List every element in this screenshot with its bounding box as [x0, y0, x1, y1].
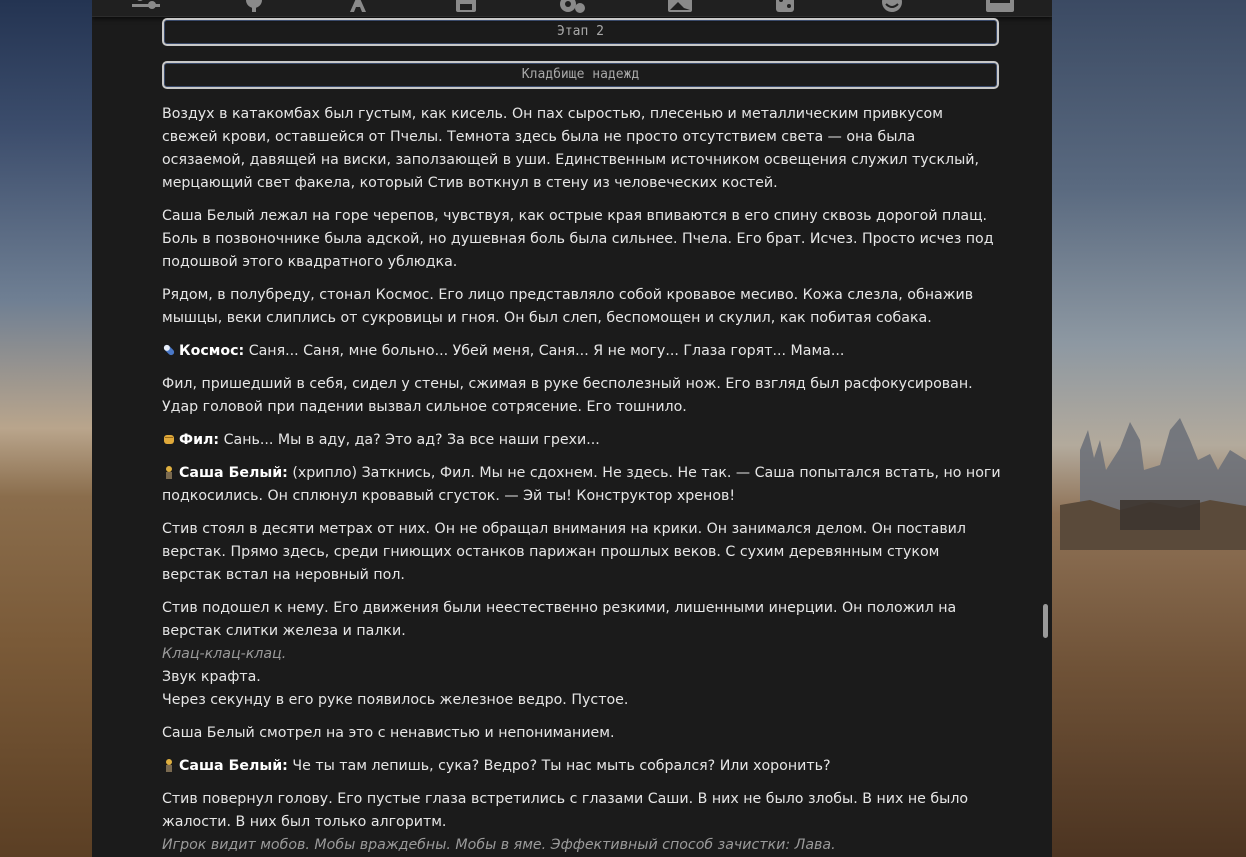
toolbar [92, 0, 1052, 17]
gear-icon[interactable] [556, 0, 588, 14]
paragraph: Звук крафта. [162, 669, 261, 685]
id-card-icon[interactable] [984, 0, 1016, 14]
sound-effect: Клац-клац-клац. [162, 646, 287, 662]
dialogue-line [162, 755, 1002, 778]
story-text [162, 103, 1002, 857]
paragraph: Стив подошел к нему. Его движения были неестественно резкими, лишенными инерции. Он положил на верстак слитки железа и палки. [162, 600, 957, 639]
chapter-title: Кладбище надежд [162, 61, 999, 89]
man-icon [162, 758, 176, 772]
paragraph-group [162, 788, 1002, 857]
ruins-silhouette [1060, 410, 1246, 550]
man-icon [162, 465, 176, 479]
pill-icon [162, 343, 176, 357]
paragraph: Через секунду в его руке появилось железное ведро. Пустое. [162, 692, 629, 708]
dialogue-text: (хрипло) Заткнись, Фил. Мы не сдохнем. Не здесь. Не так. — Саша попытался встать, но ноги подкосились. Он сплюнул кровавый сгусток. — Эй ты! Конструктор хренов! [162, 465, 1001, 504]
paragraph: Стив стоял в десяти метрах от них. Он не обращал внимания на крики. Он занимался делом. Он поставил верстак. Прямо здесь, среди гниющих останков парижан прошлых веков. С сухим деревянным стуком верстак встал на неровный пол. [162, 521, 966, 583]
dialogue-line [162, 429, 1002, 452]
speaker-name: Саша Белый: [179, 758, 288, 774]
story-panel [92, 0, 1052, 857]
speaker-name: Космос: [179, 343, 245, 359]
sliders-icon[interactable] [130, 0, 162, 14]
dialogue-line [162, 462, 1002, 508]
dialogue-text: Саня... Саня, мне больно... Убей меня, Саня... Я не могу... Глаза горят... Мама... [244, 343, 845, 359]
image-icon[interactable] [664, 0, 696, 14]
paragraph: Стив повернул голову. Его пустые глаза встретились с глазами Саши. В них не было злобы. В них не было жалости. В них был только алгоритм. [162, 791, 969, 830]
stage-title: Этап 2 [162, 18, 999, 46]
font-icon[interactable] [342, 0, 374, 14]
dialogue-text: Сань... Мы в аду, да? Это ад? За все наши грехи... [219, 432, 600, 448]
save-icon[interactable] [450, 0, 482, 14]
speaker-name: Саша Белый: [179, 465, 288, 481]
scrollbar-thumb[interactable] [1043, 604, 1048, 638]
pin-icon[interactable] [238, 0, 270, 14]
fist-icon [162, 432, 176, 446]
paragraph-group [162, 597, 1002, 712]
dialogue-line [162, 340, 1002, 363]
dice-icon[interactable] [770, 0, 802, 14]
dialogue-text: Че ты там лепишь, сука? Ведро? Ты нас мыть собрался? Или хоронить? [287, 758, 831, 774]
paragraph: Саша Белый смотрел на это с ненавистью и непониманием. [162, 725, 615, 741]
paragraph: Фил, пришедший в себя, сидел у стены, сжимая в руке бесполезный нож. Его взгляд был расфокусирован. Удар головой при падении вызвал сильное сотрясение. Его тошнило. [162, 376, 973, 415]
paragraph: Воздух в катакомбах был густым, как кисель. Он пах сыростью, плесенью и металлическим привкусом свежей крови, оставшейся от Пчелы. Темнота здесь была не просто отсутствием света — она была осязаемой, давящей на виски, заползающей в уши. Единственным источником освещения служил тусклый, мерцающий свет факела, который Стив воткнул в стену из человеческих костей. [162, 106, 980, 191]
speaker-name: Фил: [179, 432, 220, 448]
smile-icon[interactable] [876, 0, 908, 14]
paragraph: Рядом, в полубреду, стонал Космос. Его лицо представляло собой кровавое месиво. Кожа слезла, обнажив мышцы, веки слиплись от сукровицы и гноя. Он был слеп, беспомощен и скулил, как побитая собака. [162, 287, 974, 326]
background-left [0, 0, 92, 857]
paragraph: Саша Белый лежал на горе черепов, чувствуя, как острые края впиваются в его спину сквозь дорогой плащ. Боль в позвоночнике была адской, но душевная боль была сильнее. Пчела. Его брат. Исчез. Просто исчез под подошвой этого квадратного ублюдка. [162, 208, 994, 270]
system-message: Игрок видит мобов. Мобы враждебны. Мобы в яме. Эффективный способ зачистки: Лава. [162, 837, 836, 853]
